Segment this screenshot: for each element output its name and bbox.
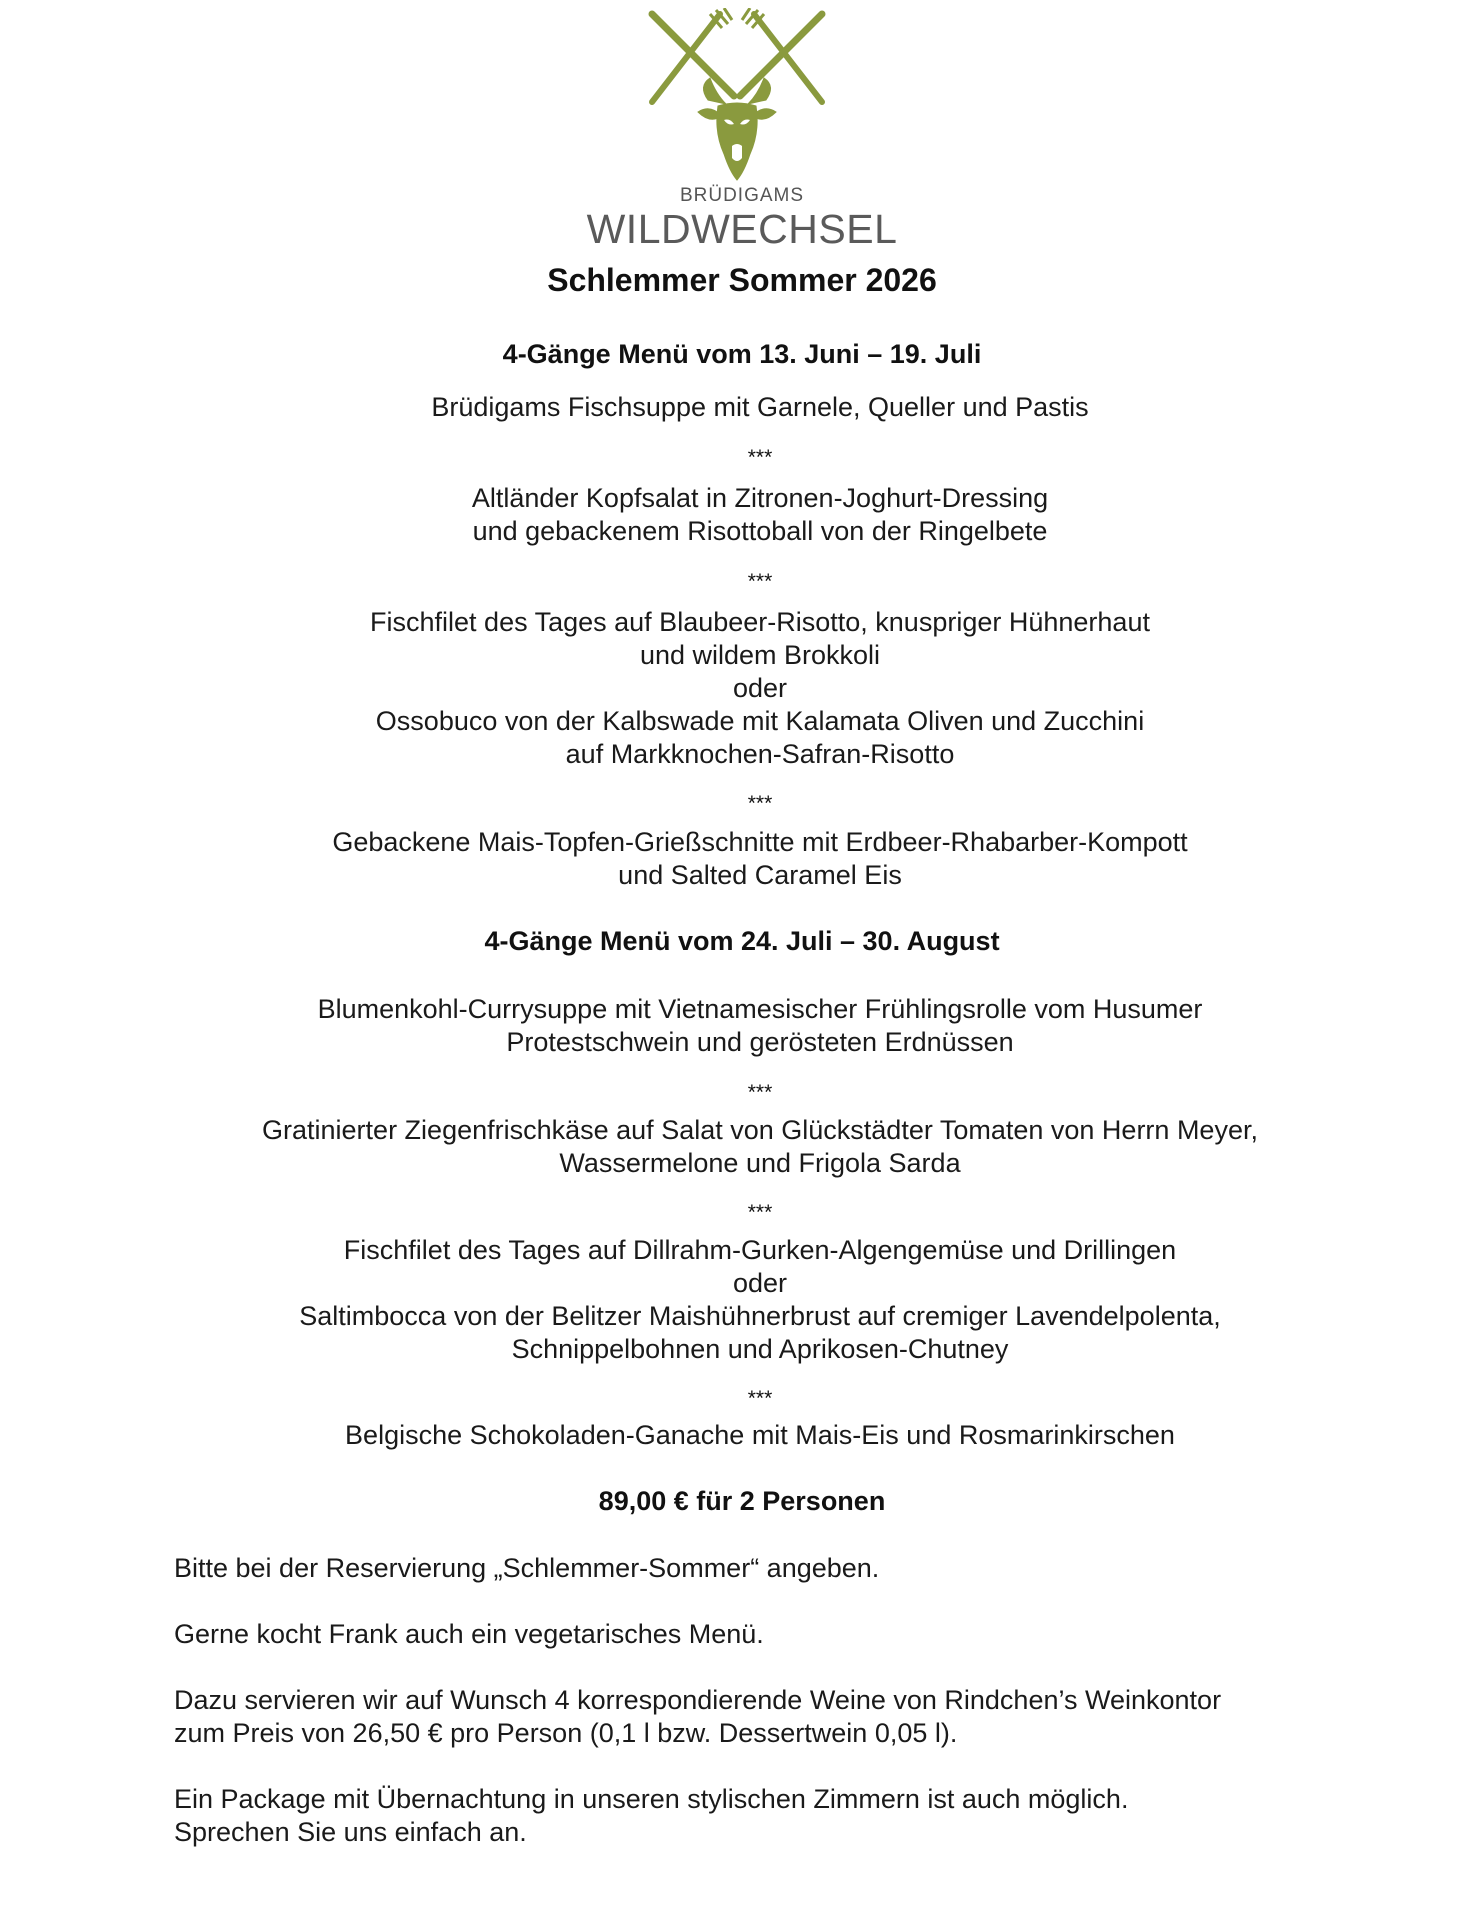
menu1-course4-line2: und Salted Caramel Eis [618,860,902,890]
page-title: Schlemmer Sommer 2026 [547,262,937,298]
menu2-course2-line1: Gratinierter Ziegenfrischkäse auf Salat von Glückstädter Tomaten von Herrn Meyer, [262,1115,1258,1145]
menu2-course1-line2: Protestschwein und gerösteten Erdnüssen [506,1027,1014,1057]
brand-name: WILDWECHSEL [586,206,898,252]
package-note-line1: Ein Package mit Übernachtung in unseren stylischen Zimmern ist auch möglich. [174,1784,1129,1814]
menu1-course1: Brüdigams Fischsuppe mit Garnele, Queller und Pastis [431,392,1089,422]
brand-name-small: BRÜDIGAMS [679,185,805,206]
wine-note-line1: Dazu servieren wir auf Wunsch 4 korrespondierende Weine von Rindchen’s Weinkontor [174,1685,1222,1715]
menu2-course3b-line1: Saltimbocca von der Belitzer Maishühnerbrust auf cremiger Lavendelpolenta, [299,1301,1221,1331]
menu2-course2-line2: Wassermelone und Frigola Sarda [559,1148,961,1178]
separator: *** [747,1387,773,1410]
separator: *** [747,1081,773,1104]
menu2-course3b-line2: Schnippelbohnen und Aprikosen-Chutney [511,1334,1009,1364]
wine-note-line2: zum Preis von 26,50 € pro Person (0,1 l bzw. Dessertwein 0,05 l). [174,1718,958,1748]
menu2-or: oder [732,1268,788,1298]
separator: *** [747,570,773,593]
menu2-course4: Belgische Schokoladen-Ganache mit Mais-Eis und Rosmarinkirschen [345,1420,1175,1450]
separator: *** [747,792,773,815]
separator: *** [747,446,773,469]
menu2-course1-line1: Blumenkohl-Currysuppe mit Vietnamesischer Frühlingsrolle vom Husumer [317,994,1203,1024]
menu1-course3b-line2: auf Markknochen-Safran-Risotto [565,739,955,769]
menu1-heading: 4-Gänge Menü vom 13. Juni – 19. Juli [502,339,982,369]
deer-head-with-crossed-cutlery-icon [638,8,836,186]
menu1-course2-line2: und gebackenem Risottoball von der Ringelbete [472,516,1048,546]
menu2-course3a: Fischfilet des Tages auf Dillrahm-Gurken-Algengemüse und Drillingen [343,1235,1177,1265]
price: 89,00 € für 2 Personen [598,1486,886,1516]
menu1-course4-line1: Gebackene Mais-Topfen-Grießschnitte mit Erdbeer-Rhabarber-Kompott [332,827,1188,857]
menu1-course3a-line2: und wildem Brokkoli [639,640,881,670]
menu1-course3b-line1: Ossobuco von der Kalbswade mit Kalamata Oliven und Zucchini [375,706,1145,736]
package-note-line2: Sprechen Sie uns einfach an. [174,1817,527,1847]
menu1-course3a-line1: Fischfilet des Tages auf Blaubeer-Risotto, knuspriger Hühnerhaut [370,607,1150,637]
reservation-note: Bitte bei der Reservierung „Schlemmer-Sommer“ angeben. [174,1553,880,1583]
separator: *** [747,1201,773,1224]
menu2-heading: 4-Gänge Menü vom 24. Juli – 30. August [484,926,1000,956]
menu1-or: oder [732,673,788,703]
vegetarian-note: Gerne kocht Frank auch ein vegetarisches Menü. [174,1619,764,1649]
menu1-course2-line1: Altländer Kopfsalat in Zitronen-Joghurt-Dressing [471,483,1049,513]
